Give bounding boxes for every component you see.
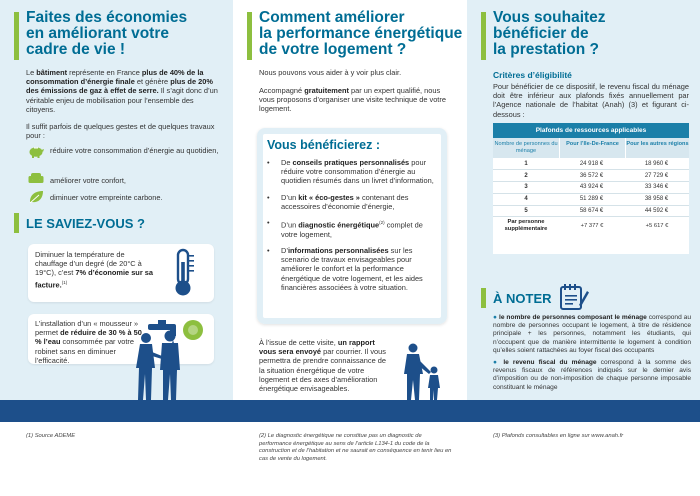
title-line: la prestation ? [493,41,599,58]
title-line: cadre de vie ! [26,41,126,58]
section-title-performance [259,10,464,58]
tips-intro: Il suffit parfois de quelques gestes et de quelques travaux pour : [26,122,215,141]
column-performance [233,0,467,400]
table-row-extra [493,217,689,235]
bullet: • [267,158,270,167]
table-cell: 3 [493,182,559,194]
intro-paragraph: Le bâtiment représente en France plus de 40% de la consommation d’énergie finale et génère plus de 20% des émissions de gaz à effet de serre. Il s’agit donc d’un véritable enjeu de mobilisation pour l’ensemble des citoyens. [26,68,218,114]
benefits-panel [257,128,447,324]
table-body [493,158,689,217]
intro-paragraph: Accompagné gratuitement par un expert qualifié, nous vous proposons d’organiser une visite technique de votre logement. [259,86,446,114]
title-accent-bar [481,288,486,308]
title-accent-bar [14,12,19,60]
notepad-pencil-icon [559,283,589,311]
bullet: • [267,192,270,202]
list-item: ● le nombre de personnes composant le ménage correspond au nombre de personnes occupant le logement, à titre de résidence principale + les personnes, notamment les étudiants, qui n’occupent que de manière intermittente le logement à condition qu’elles soient rattachées au foyer fiscal des occupants [493,314,691,354]
table-header: Pour les autres régions [626,138,689,158]
table-cell: 5 [493,205,559,217]
table-cell: 18 960 € [624,158,689,170]
piggy-bank-icon [28,145,44,158]
table-cell: 36 572 € [559,170,624,182]
criteria-text: Pour bénéficier de ce dispositif, le revenu fiscal du ménage doit être inférieur aux plafonds fixés annuellement par l’Agence nationale de l’habitat (Anah) (3) et figurant ci-dessous : [493,82,689,119]
benefits-list [267,158,439,292]
title-accent-bar [247,12,252,60]
armchair-icon [28,172,44,185]
a-noter-title: À NOTER [493,291,552,306]
tip-text: réduire votre consommation d’énergie au quotidien, [50,146,219,155]
tip-text: diminuer votre empreinte carbone. [50,193,163,202]
fact-text: L’installation d’un « mousseur » permet de réduire de 30 % à 50 % l’eau consommée par votre robinet sans en diminuer l’efficacité. [35,319,142,365]
section-title-economies [26,10,231,58]
title-line: Faites des économies [26,9,188,26]
table-cell: 51 289 € [559,193,624,205]
intro-line: Nous pouvons vous aider à y voir plus clair. [259,68,402,77]
list-item: • De conseils pratiques personnalisés pour réduire votre consommation d’énergie au quotidien résumés dans un livret d’information, [267,158,434,186]
table-cell: 24 918 € [559,158,624,170]
saviez-vous-title: LE SAVIEZ-VOUS ? [26,216,145,231]
table-header: Pour l’Ile-De-France [560,138,625,158]
criteria-title: Critères d’éligibilité [493,70,572,80]
table-cell: 27 729 € [624,170,689,182]
table-cell: 58 674 € [559,205,624,217]
bullet: ● [493,314,498,321]
bullet: ● [493,359,500,367]
table-cell: 33 346 € [624,182,689,194]
fact-text: Diminuer la température de chauffage d’un degré (de 20°C à 19°C), c’est 7% d’économie sur sa facture.$^{(1)}$ [35,250,153,290]
footnote-2: (2) Le diagnostic énergétique ne constitue pas un diagnostic de performance énergétique au sens de l’article L134-1 du code de la construction et de l’habitation et ne saurait en conséquence en tenir lieu en cas de vente du logement. [259,433,452,462]
list-item: • D’informations personnalisées sur les scenario de travaux envisageables pour améliorer le confort et la performance énergétique de votre logement, et les aides financières associées à votre situation. [267,245,423,292]
table-cell: 4 [493,193,559,205]
parent-child-silhouette [399,342,447,400]
table-cell: Par personne supplémentaire [504,219,548,233]
table-cell: 43 924 € [559,182,624,194]
title-line: en améliorant votre [26,25,169,42]
table-cell: +7 377 € [580,223,604,230]
table-cell: 38 958 € [624,193,689,205]
bullet: • [267,245,270,255]
tip-text: améliorer votre confort, [50,176,126,185]
after-visit-paragraph: À l’issue de cette visite, un rapport vous sera envoyé par courrier. Il vous permettra de prendre connaissance de la situation énergétique de votre logement et des axes d’amélioration énergétique envisageables. [259,338,386,394]
title-line: de votre logement ? [259,41,407,58]
table-cell: 2 [493,170,559,182]
resource-table [493,123,689,254]
column-economies [0,0,233,400]
table-row [493,193,689,205]
bottom-band [0,400,700,422]
footnote-3: (3) Plafonds consultables en ligne sur www.anah.fr [493,433,624,439]
couple-silhouette [124,330,194,400]
title-accent-bar [14,213,19,233]
a-noter-list [493,314,691,392]
table-header-row [493,138,689,158]
table-header: Nombre de personnes du ménage [493,138,559,158]
table-cell: +5 617 € [645,223,669,230]
title-accent-bar [481,12,486,60]
footnote-1: (1) Source ADEME [26,433,76,439]
fact-card-temperature [28,244,214,302]
table-cell: 44 592 € [624,205,689,217]
bullet: • [267,218,270,228]
list-item: • D’un kit « éco-gestes » contenant des accessoires d’économie d’énergie, [267,192,409,211]
section-title-prestation [493,10,698,58]
title-line: Comment améliorer [259,9,405,26]
title-line: la performance énergétique [259,25,463,42]
leaf-icon [28,190,44,204]
column-prestation [467,0,700,400]
table-title: Plafonds de ressources applicables [493,123,689,138]
benefits-title: Vous bénéficierez : [267,138,380,152]
title-line: Vous souhaitez [493,9,606,26]
title-line: bénéficier de [493,25,589,42]
thermometer-icon [168,248,198,298]
list-item: ● le revenu fiscal du ménage correspond à la somme des revenus fiscaux de références indiqués sur le dernier avis d’imposition ou de non-imposition de chaque personne imposable constituant le ménage [493,359,691,391]
table-row [493,182,689,194]
table-row [493,170,689,182]
list-item: • D’un diagnostic énergétique$^{(2)}$ complet de votre logement, [267,218,423,239]
table-row [493,205,689,217]
table-cell: 1 [493,158,559,170]
table-row [493,158,689,170]
